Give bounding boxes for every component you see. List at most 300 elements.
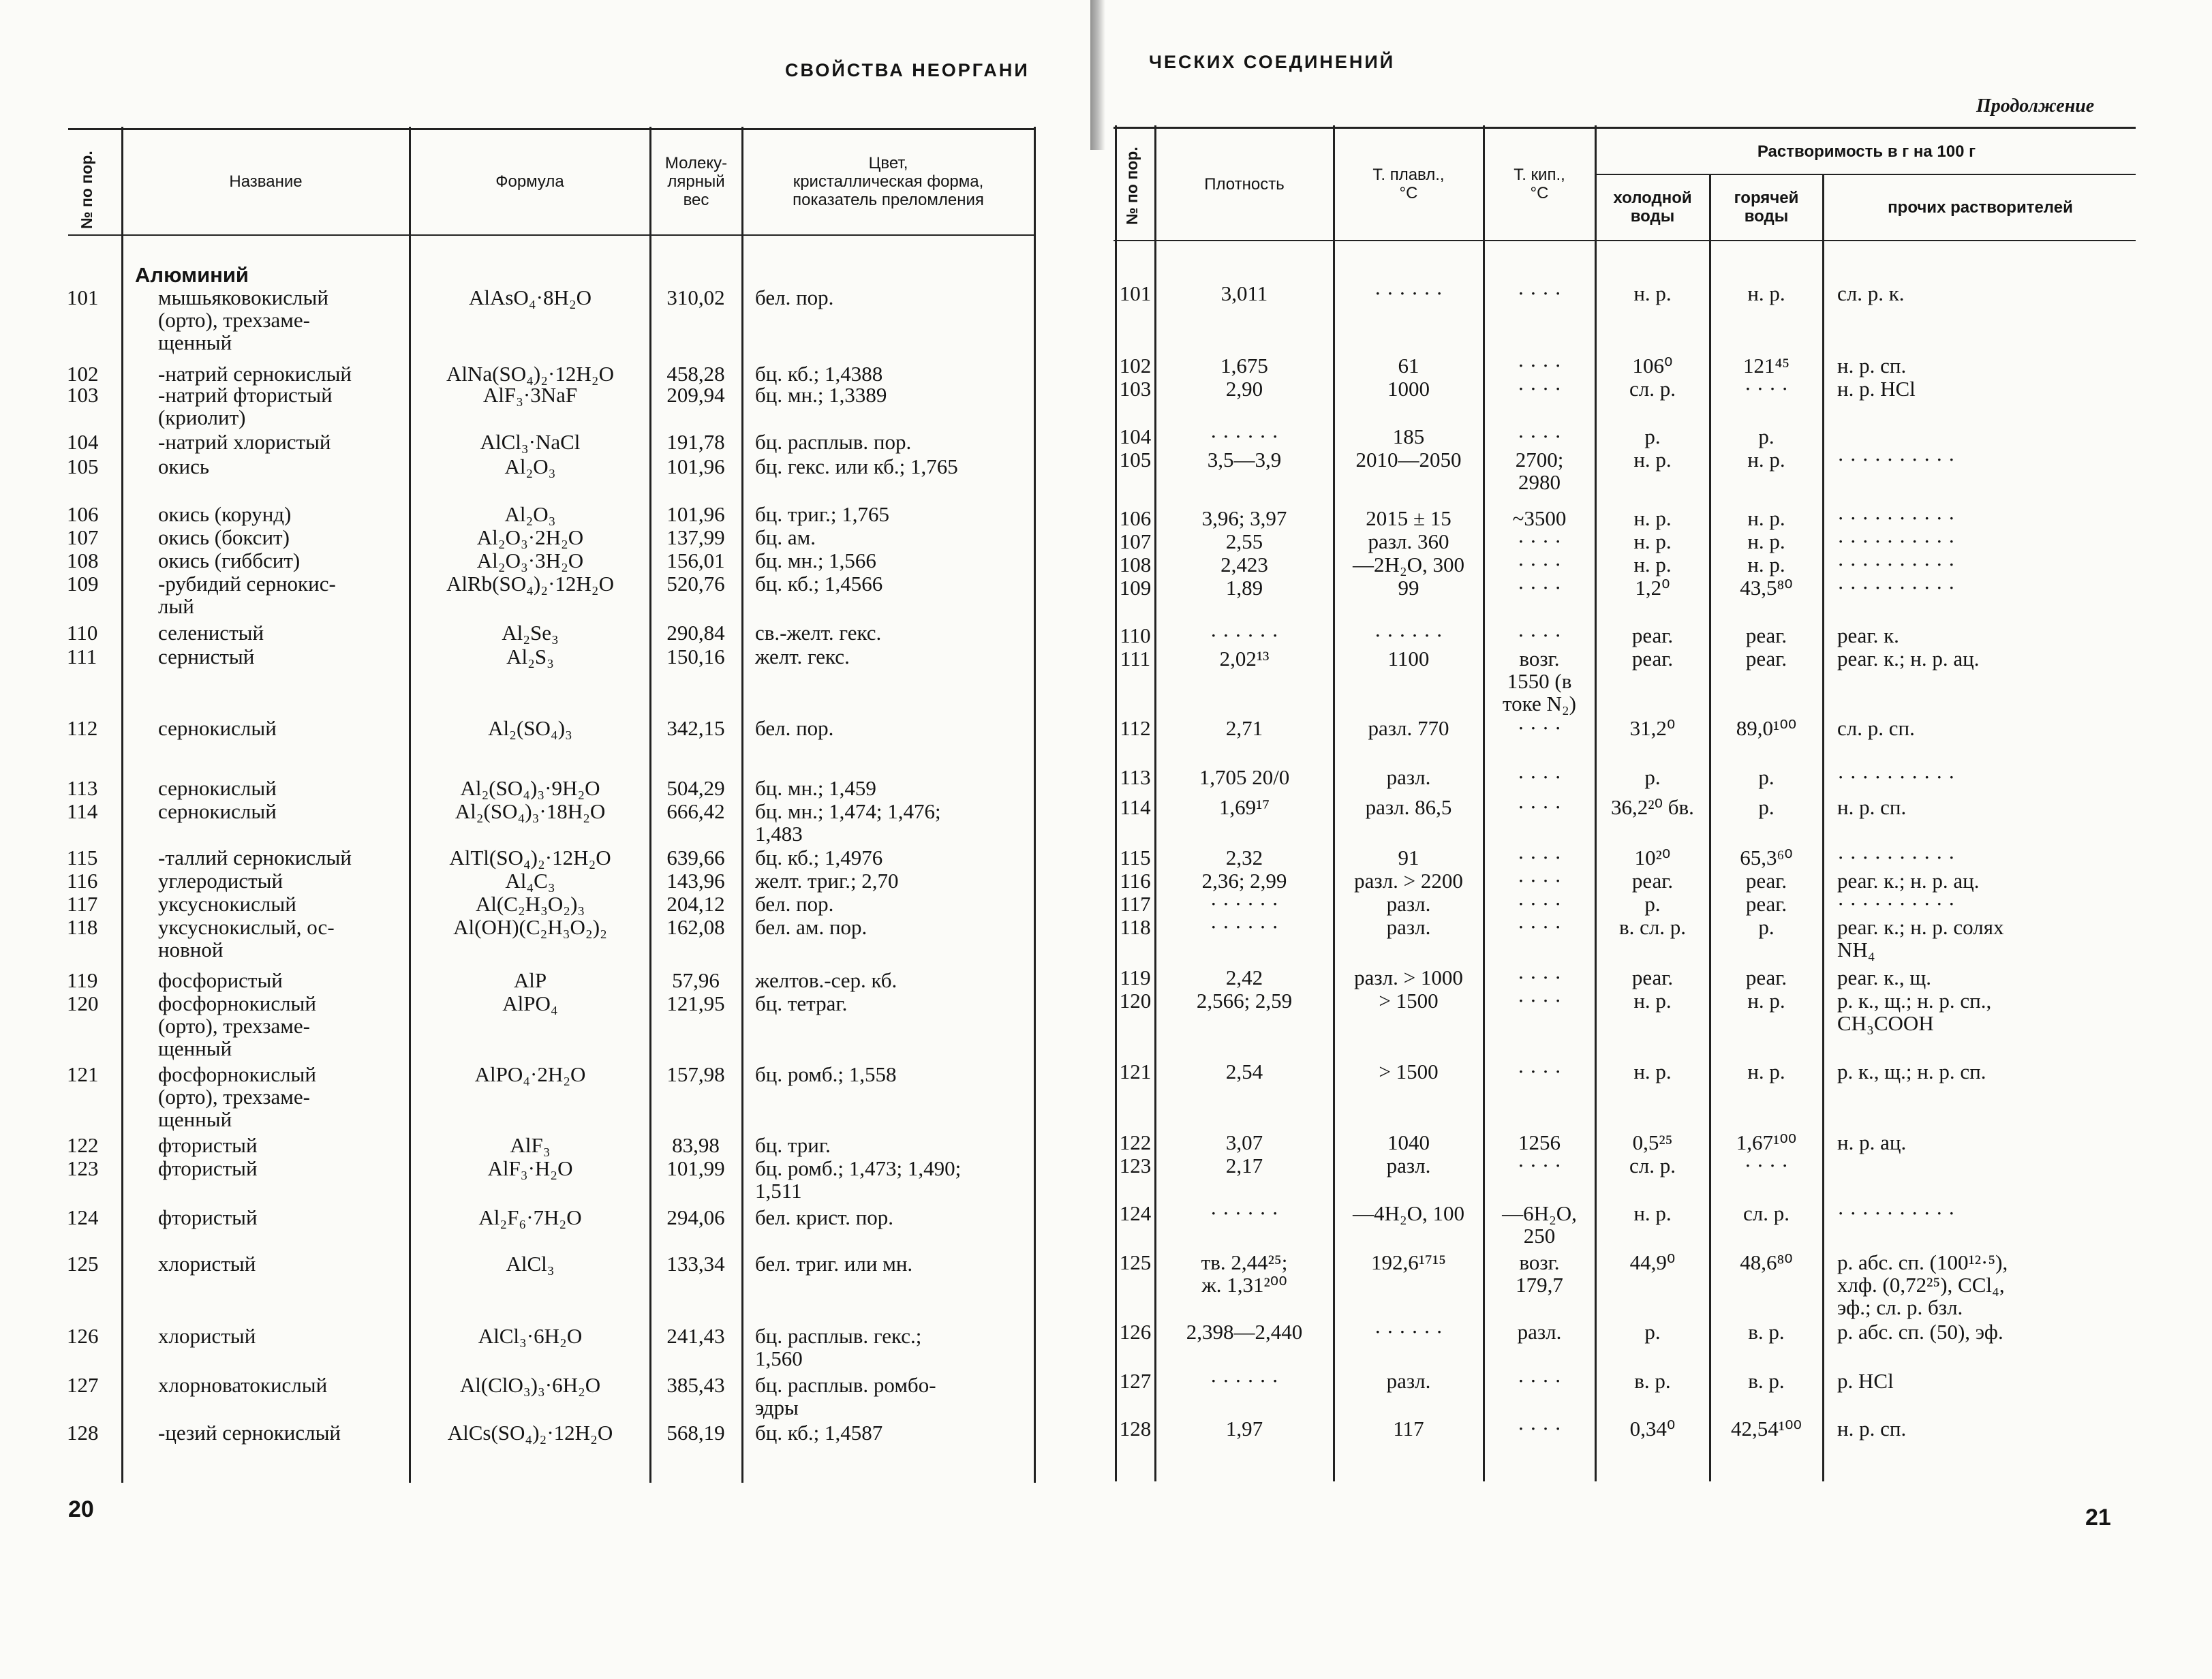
row-number: 107 — [1119, 529, 1152, 553]
molecular-weight: 57,96 — [672, 968, 720, 992]
compound-formula: Al₄C₃ — [505, 869, 555, 893]
compound-name: -натрий фтористый (криолит) — [158, 383, 333, 429]
solubility-other: · · · · · · · · · · — [1837, 892, 1955, 916]
compound-name: мышьяковокислый (орто), трехзаме- щенный — [158, 286, 328, 354]
compound-name: хлористый — [158, 1252, 256, 1276]
column-divider — [1333, 125, 1335, 1481]
density: 2,423 — [1220, 553, 1268, 576]
row-number: 121 — [67, 1062, 99, 1086]
solubility-other: р. к., щ.; н. р. сп. — [1837, 1060, 1986, 1083]
boiling-point: · · · · — [1517, 716, 1562, 740]
group-heading: Алюминий — [135, 263, 249, 287]
compound-formula: AlPO₄ — [502, 991, 558, 1015]
density: 2,02¹³ — [1219, 647, 1270, 671]
density: 2,71 — [1225, 716, 1263, 740]
row-number: 102 — [67, 362, 99, 386]
solubility-other: реаг. к.; н. р. солях NH₄ — [1837, 915, 2004, 961]
solubility-hot: в. р. — [1748, 1320, 1785, 1344]
solubility-hot: 65,3⁶⁰ — [1740, 846, 1793, 869]
compound-name: фосфорнокислый (орто), трехзаме- щенный — [158, 991, 316, 1060]
row-number: 116 — [67, 869, 98, 893]
column-divider — [121, 127, 123, 1483]
solubility-cold: р. — [1644, 425, 1661, 448]
compound-name: хлорноватокислый — [158, 1373, 328, 1397]
boiling-point: · · · · — [1517, 354, 1562, 378]
crystal-form: желтов.-сер. кб. — [755, 968, 897, 992]
melting-point: · · · · · · — [1374, 281, 1443, 305]
row-number: 103 — [67, 383, 99, 407]
solubility-other: н. р. сп. — [1837, 1417, 1907, 1441]
solubility-cold: н. р. — [1633, 989, 1672, 1013]
melting-point: разл. > 2200 — [1354, 869, 1463, 893]
solubility-other: н. р. сп. — [1837, 354, 1907, 378]
solubility-other: · · · · · · · · · · — [1837, 846, 1955, 869]
solubility-hot: р. — [1758, 425, 1775, 448]
row-number: 117 — [1120, 892, 1151, 916]
compound-formula: Al₂O₃ — [504, 502, 556, 526]
density: 1,89 — [1225, 576, 1263, 600]
row-number: 121 — [1119, 1060, 1152, 1083]
solubility-hot: 43,5⁸⁰ — [1740, 576, 1793, 600]
compound-formula: AlCl₃·6H₂O — [478, 1324, 583, 1348]
molecular-weight: 150,16 — [666, 645, 725, 668]
boiling-point: · · · · — [1517, 765, 1562, 789]
compound-name: хлористый — [158, 1324, 256, 1348]
molecular-weight: 294,06 — [666, 1205, 725, 1229]
row-number: 112 — [67, 716, 98, 740]
solubility-cold: реаг. — [1631, 647, 1674, 671]
crystal-form: бц. мн.; 1,3389 — [755, 383, 887, 407]
solubility-cold: реаг. — [1631, 966, 1674, 989]
density: 3,07 — [1225, 1130, 1263, 1154]
row-number: 114 — [1120, 795, 1151, 819]
boiling-point: · · · · — [1517, 1417, 1562, 1441]
solubility-hot: 89,0¹⁰⁰ — [1736, 716, 1797, 740]
row-number: 119 — [1120, 966, 1151, 989]
row-number: 111 — [67, 645, 97, 668]
molecular-weight: 666,42 — [666, 799, 725, 823]
compound-formula: AlF₃·H₂O — [487, 1156, 573, 1180]
melting-point: разл. — [1386, 915, 1431, 939]
column-divider — [741, 127, 743, 1483]
solubility-other: сл. р. к. — [1837, 281, 1905, 305]
solubility-other: · · · · · · · · · · — [1837, 448, 1955, 472]
boiling-point: · · · · — [1517, 892, 1562, 916]
crystal-form: бц. кб.; 1,4388 — [755, 362, 883, 386]
melting-point: разл. — [1386, 1369, 1431, 1393]
density: · · · · · · — [1210, 915, 1279, 939]
row-number: 112 — [1120, 716, 1151, 740]
melting-point: 2010—2050 — [1355, 448, 1462, 472]
column-divider — [649, 127, 651, 1483]
solubility-hot: р. — [1758, 795, 1775, 819]
row-number: 118 — [67, 915, 98, 939]
solubility-hot: · · · · — [1744, 377, 1789, 401]
row-number: 128 — [67, 1421, 99, 1445]
compound-name: сернистый — [158, 645, 255, 668]
melting-point: 185 — [1392, 425, 1425, 448]
melting-point: 91 — [1398, 846, 1419, 869]
solubility-hot: н. р. — [1747, 281, 1785, 305]
crystal-form: бц. мн.; 1,566 — [755, 549, 876, 572]
molecular-weight: 191,78 — [666, 430, 725, 454]
col-header-name: Название — [229, 172, 303, 191]
compound-formula: AlAsO₄·8H₂O — [468, 286, 592, 309]
row-number: 126 — [67, 1324, 99, 1348]
column-divider — [1595, 125, 1597, 1481]
crystal-form: желт. гекс. — [755, 645, 850, 668]
crystal-form: бел. пор. — [755, 892, 834, 916]
compound-formula: AlCs(SO₄)₂·12H₂O — [447, 1421, 613, 1445]
solubility-cold: реаг. — [1631, 623, 1674, 647]
compound-name: уксуснокислый, ос- новной — [158, 915, 335, 961]
compound-name: фтористый — [158, 1156, 258, 1180]
row-number: 110 — [67, 621, 98, 645]
boiling-point: · · · · — [1517, 989, 1562, 1013]
compound-name: сернокислый — [158, 776, 277, 800]
boiling-point: · · · · — [1517, 529, 1562, 553]
density: · · · · · · — [1210, 1369, 1279, 1393]
compound-name: окись (корунд) — [158, 502, 292, 526]
compound-formula: AlPO₄·2H₂O — [474, 1062, 586, 1086]
solubility-cold: в. сл. р. — [1618, 915, 1687, 939]
density: 2,36; 2,99 — [1201, 869, 1287, 893]
compound-name: фосфористый — [158, 968, 283, 992]
solubility-other: н. р. HCl — [1837, 377, 1916, 401]
density: 2,90 — [1225, 377, 1263, 401]
row-number: 104 — [67, 430, 99, 454]
compound-formula: Al₂Se₃ — [502, 621, 559, 645]
col-header-density: Плотность — [1204, 174, 1285, 194]
crystal-form: бц. кб.; 1,4976 — [755, 846, 883, 869]
row-number: 110 — [1120, 623, 1151, 647]
row-number: 123 — [1119, 1154, 1152, 1177]
melting-point: 1100 — [1387, 647, 1430, 671]
row-number: 117 — [67, 892, 98, 916]
compound-name: -таллий сернокислый — [158, 846, 352, 869]
column-divider — [1709, 174, 1711, 1481]
solubility-cold: 0,34⁰ — [1629, 1417, 1676, 1441]
solubility-hot: 1,67¹⁰⁰ — [1736, 1130, 1797, 1154]
solubility-hot: н. р. — [1747, 448, 1785, 472]
density: · · · · · · — [1210, 1201, 1279, 1225]
solubility-cold: 10²⁰ — [1634, 846, 1671, 869]
solubility-other: · · · · · · · · · · — [1837, 1201, 1955, 1225]
row-number: 126 — [1119, 1320, 1152, 1344]
melting-point: —4H₂O, 100 — [1352, 1201, 1465, 1225]
crystal-form: бц. ромб.; 1,473; 1,490; 1,511 — [755, 1156, 962, 1203]
solubility-hot: н. р. — [1747, 989, 1785, 1013]
compound-name: уксуснокислый — [158, 892, 296, 916]
left-running-head: СВОЙСТВА НЕОРГАНИ — [785, 60, 1030, 80]
density: 2,398—2,440 — [1186, 1320, 1303, 1344]
solubility-hot: 48,6⁸⁰ — [1740, 1250, 1793, 1274]
crystal-form: бц. расплыв. гекс.; 1,560 — [755, 1324, 922, 1370]
left-page-number: 20 — [68, 1496, 94, 1522]
compound-formula: AlCl₃ — [506, 1252, 555, 1276]
solubility-hot: 121⁴⁵ — [1742, 354, 1790, 378]
density: 2,566; 2,59 — [1196, 989, 1293, 1013]
col-header-mw: Молеку- лярный вес — [664, 153, 728, 209]
crystal-form: бел. крист. пор. — [755, 1205, 894, 1229]
col-header-no: № по пор. — [78, 151, 95, 229]
boiling-point: · · · · — [1517, 553, 1562, 576]
solubility-other: р. абс. сп. (100¹²·⁵), хлф. (0,72²⁵), CCl₄, эф.; сл. р. бзл. — [1837, 1250, 2008, 1319]
row-number: 123 — [67, 1156, 99, 1180]
compound-formula: Al₂F₆·7H₂O — [478, 1205, 582, 1229]
row-number: 120 — [1119, 989, 1152, 1013]
boiling-point: · · · · — [1517, 425, 1562, 448]
solubility-cold: 44,9⁰ — [1629, 1250, 1676, 1274]
row-number: 116 — [1120, 869, 1151, 893]
compound-name: -цезий сернокислый — [158, 1421, 341, 1445]
molecular-weight: 204,12 — [666, 892, 725, 916]
density: 1,69¹⁷ — [1218, 795, 1270, 819]
solubility-cold: р. — [1644, 1320, 1661, 1344]
solubility-hot: н. р. — [1747, 529, 1785, 553]
header-bottom-rule — [68, 234, 1034, 236]
compound-formula: AlF₃·3NaF — [482, 383, 578, 407]
boiling-point: 1256 — [1518, 1130, 1561, 1154]
molecular-weight: 290,84 — [666, 621, 725, 645]
melting-point: разл. 86,5 — [1365, 795, 1452, 819]
crystal-form: бел. триг. или мн. — [755, 1252, 913, 1276]
row-number: 107 — [67, 525, 99, 549]
solubility-hot: р. — [1758, 765, 1775, 789]
solubility-hot: р. — [1758, 915, 1775, 939]
molecular-weight: 83,98 — [672, 1133, 720, 1157]
solubility-other: р. HCl — [1837, 1369, 1894, 1393]
density: 3,5—3,9 — [1207, 448, 1282, 472]
boiling-point: —6H₂O, 250 — [1502, 1201, 1577, 1248]
boiling-point: · · · · — [1517, 915, 1562, 939]
column-divider — [1483, 125, 1485, 1481]
boiling-point: ~3500 — [1512, 506, 1567, 530]
melting-point: 61 — [1398, 354, 1419, 378]
molecular-weight: 162,08 — [666, 915, 725, 939]
solubility-other: реаг. к.; н. р. ац. — [1837, 647, 1980, 671]
left-page — [0, 0, 1063, 1679]
solubility-hot: 42,54¹⁰⁰ — [1731, 1417, 1802, 1441]
crystal-form: бц. триг.; 1,765 — [755, 502, 889, 526]
molecular-weight: 121,95 — [666, 991, 725, 1015]
melting-point: разл. 360 — [1368, 529, 1449, 553]
right-page — [1088, 0, 2212, 1679]
boiling-point: · · · · — [1517, 576, 1562, 600]
solubility-cold: р. — [1644, 892, 1661, 916]
boiling-point: · · · · — [1517, 281, 1562, 305]
compound-name: окись — [158, 455, 210, 478]
row-number: 105 — [1119, 448, 1152, 472]
col-header-other: прочих растворителей — [1888, 198, 2073, 217]
density: тв. 2,44²⁵; ж. 1,31²⁰⁰ — [1201, 1250, 1288, 1297]
crystal-form: бц. ромб.; 1,558 — [755, 1062, 897, 1086]
molecular-weight: 143,96 — [666, 869, 725, 893]
boiling-point: разл. — [1517, 1320, 1562, 1344]
density: · · · · · · — [1210, 623, 1279, 647]
crystal-form: бц. триг. — [755, 1133, 831, 1157]
row-number: 124 — [67, 1205, 99, 1229]
row-number: 111 — [1120, 647, 1151, 671]
solubility-hot: реаг. — [1745, 892, 1787, 916]
solubility-other: н. р. ац. — [1837, 1130, 1907, 1154]
melting-point: > 1500 — [1379, 989, 1439, 1013]
compound-name: окись (гиббсит) — [158, 549, 301, 572]
solubility-hot: н. р. — [1747, 1060, 1785, 1083]
col-header-solubility: Растворимость в г на 100 г — [1757, 142, 1976, 161]
row-number: 106 — [1119, 506, 1152, 530]
density: 1,675 — [1220, 354, 1268, 378]
col-header-cold: холодной воды — [1613, 189, 1692, 226]
row-number: 127 — [1119, 1369, 1152, 1393]
solubility-other: · · · · · · · · · · — [1837, 553, 1955, 576]
col-header-bp: Т. кип., °C — [1514, 166, 1565, 202]
row-number: 128 — [1119, 1417, 1152, 1441]
solubility-cold: н. р. — [1633, 448, 1672, 472]
compound-formula: Al₂(SO₄)₃·18H₂O — [455, 799, 606, 823]
molecular-weight: 156,01 — [666, 549, 725, 572]
col-header-no: № по пор. — [1123, 147, 1141, 225]
molecular-weight: 133,34 — [666, 1252, 725, 1276]
table-top-rule — [1113, 127, 2136, 129]
solubility-cold: р. — [1644, 765, 1661, 789]
molecular-weight: 241,43 — [666, 1324, 725, 1348]
column-divider — [1034, 127, 1036, 1483]
boiling-point: · · · · — [1517, 377, 1562, 401]
solubility-cold: 36,2²⁰ бв. — [1611, 795, 1694, 819]
solubility-hot: реаг. — [1745, 869, 1787, 893]
compound-name: -натрий сернокислый — [158, 362, 352, 386]
compound-name: -рубидий сернокис- лый — [158, 572, 336, 618]
column-divider — [1822, 174, 1824, 1481]
density: 2,32 — [1225, 846, 1263, 869]
solubility-cold: н. р. — [1633, 529, 1672, 553]
molecular-weight: 385,43 — [666, 1373, 725, 1397]
compound-formula: AlCl₃·NaCl — [480, 430, 581, 454]
row-number: 125 — [67, 1252, 99, 1276]
row-number: 109 — [1119, 576, 1152, 600]
molecular-weight: 458,28 — [666, 362, 725, 386]
solubility-other: р. к., щ.; н. р. сп., CH₃COOH — [1837, 989, 1992, 1035]
compound-formula: Al(OH)(C₂H₃O₂)₂ — [453, 915, 607, 939]
solubility-other: реаг. к. — [1837, 623, 1899, 647]
compound-formula: AlF₃ — [510, 1133, 551, 1157]
continuation-label: Продолжение — [1976, 95, 2095, 117]
compound-formula: Al₂(SO₄)₃·9H₂O — [460, 776, 600, 800]
melting-point: · · · · · · — [1374, 623, 1443, 647]
boiling-point: · · · · — [1517, 1154, 1562, 1177]
row-number: 105 — [67, 455, 99, 478]
row-number: 103 — [1119, 377, 1152, 401]
solubility-other: сл. р. сп. — [1837, 716, 1915, 740]
solubility-cold: н. р. — [1633, 553, 1672, 576]
row-number: 127 — [67, 1373, 99, 1397]
compound-name: селенистый — [158, 621, 264, 645]
compound-formula: Al₂O₃·2H₂O — [476, 525, 584, 549]
solubility-cold: 31,2⁰ — [1629, 716, 1676, 740]
solubility-cold: сл. р. — [1629, 377, 1676, 401]
solubility-cold: реаг. — [1631, 869, 1674, 893]
solubility-cold: 106⁰ — [1632, 354, 1673, 378]
molecular-weight: 639,66 — [666, 846, 725, 869]
compound-name: фосфорнокислый (орто), трехзаме- щенный — [158, 1062, 316, 1131]
compound-name: окись (боксит) — [158, 525, 290, 549]
boiling-point: · · · · — [1517, 1369, 1562, 1393]
compound-name: -натрий хлористый — [158, 430, 331, 454]
boiling-point: · · · · — [1517, 966, 1562, 989]
density: 3,96; 3,97 — [1201, 506, 1287, 530]
compound-formula: AlP — [513, 968, 547, 992]
molecular-weight: 520,76 — [666, 572, 725, 596]
boiling-point: возг. 1550 (в токе N₂) — [1503, 647, 1576, 715]
crystal-form: желт. триг.; 2,70 — [755, 869, 899, 893]
solubility-cold: в. р. — [1634, 1369, 1671, 1393]
row-number: 101 — [67, 286, 99, 309]
compound-name: сернокислый — [158, 799, 277, 823]
melting-point: 2015 ± 15 — [1366, 506, 1451, 530]
column-divider — [1154, 125, 1156, 1481]
solubility-cold: сл. р. — [1629, 1154, 1676, 1177]
melting-point: 117 — [1393, 1417, 1424, 1441]
molecular-weight: 157,98 — [666, 1062, 725, 1086]
row-number: 120 — [67, 991, 99, 1015]
melting-point: 99 — [1398, 576, 1419, 600]
crystal-form: бц. тетраг. — [755, 991, 848, 1015]
solubility-other: · · · · · · · · · · — [1837, 765, 1955, 789]
solubility-cold: н. р. — [1633, 1060, 1672, 1083]
solubility-cold: 0,5²⁵ — [1632, 1130, 1673, 1154]
solubility-hot: реаг. — [1745, 647, 1787, 671]
row-number: 108 — [67, 549, 99, 572]
compound-name: углеродистый — [158, 869, 283, 893]
molecular-weight: 101,99 — [666, 1156, 725, 1180]
crystal-form: бц. кб.; 1,4566 — [755, 572, 883, 596]
crystal-form: бц. кб.; 1,4587 — [755, 1421, 883, 1445]
row-number: 115 — [1120, 846, 1151, 869]
row-number: 102 — [1119, 354, 1152, 378]
boiling-point: · · · · — [1517, 846, 1562, 869]
col-header-hot: горячей воды — [1734, 189, 1799, 226]
boiling-point: · · · · — [1517, 623, 1562, 647]
density: 2,55 — [1225, 529, 1263, 553]
row-number: 125 — [1119, 1250, 1152, 1274]
solubility-hot: в. р. — [1748, 1369, 1785, 1393]
density: 2,17 — [1225, 1154, 1263, 1177]
solubility-subrule — [1595, 174, 2136, 175]
compound-name: сернокислый — [158, 716, 277, 740]
crystal-form: бц. расплыв. ромбо- эдры — [755, 1373, 936, 1419]
row-number: 122 — [67, 1133, 99, 1157]
molecular-weight: 209,94 — [666, 383, 725, 407]
col-header-formula: Формула — [495, 172, 564, 191]
melting-point: разл. 770 — [1368, 716, 1449, 740]
density: 3,011 — [1220, 281, 1268, 305]
molecular-weight: 342,15 — [666, 716, 725, 740]
compound-formula: AlRb(SO₄)₂·12H₂O — [446, 572, 614, 596]
right-page-number: 21 — [2085, 1505, 2111, 1530]
boiling-point: возг. 179,7 — [1516, 1250, 1563, 1297]
solubility-other: · · · · · · · · · · — [1837, 506, 1955, 530]
melting-point: 1000 — [1387, 377, 1430, 401]
crystal-form: бц. расплыв. пор. — [755, 430, 912, 454]
compound-name: фтористый — [158, 1133, 258, 1157]
row-number: 113 — [67, 776, 98, 800]
density: · · · · · · — [1210, 892, 1279, 916]
row-number: 106 — [67, 502, 99, 526]
solubility-hot: реаг. — [1745, 623, 1787, 647]
density: · · · · · · — [1210, 425, 1279, 448]
boiling-point: 2700; 2980 — [1515, 448, 1564, 494]
